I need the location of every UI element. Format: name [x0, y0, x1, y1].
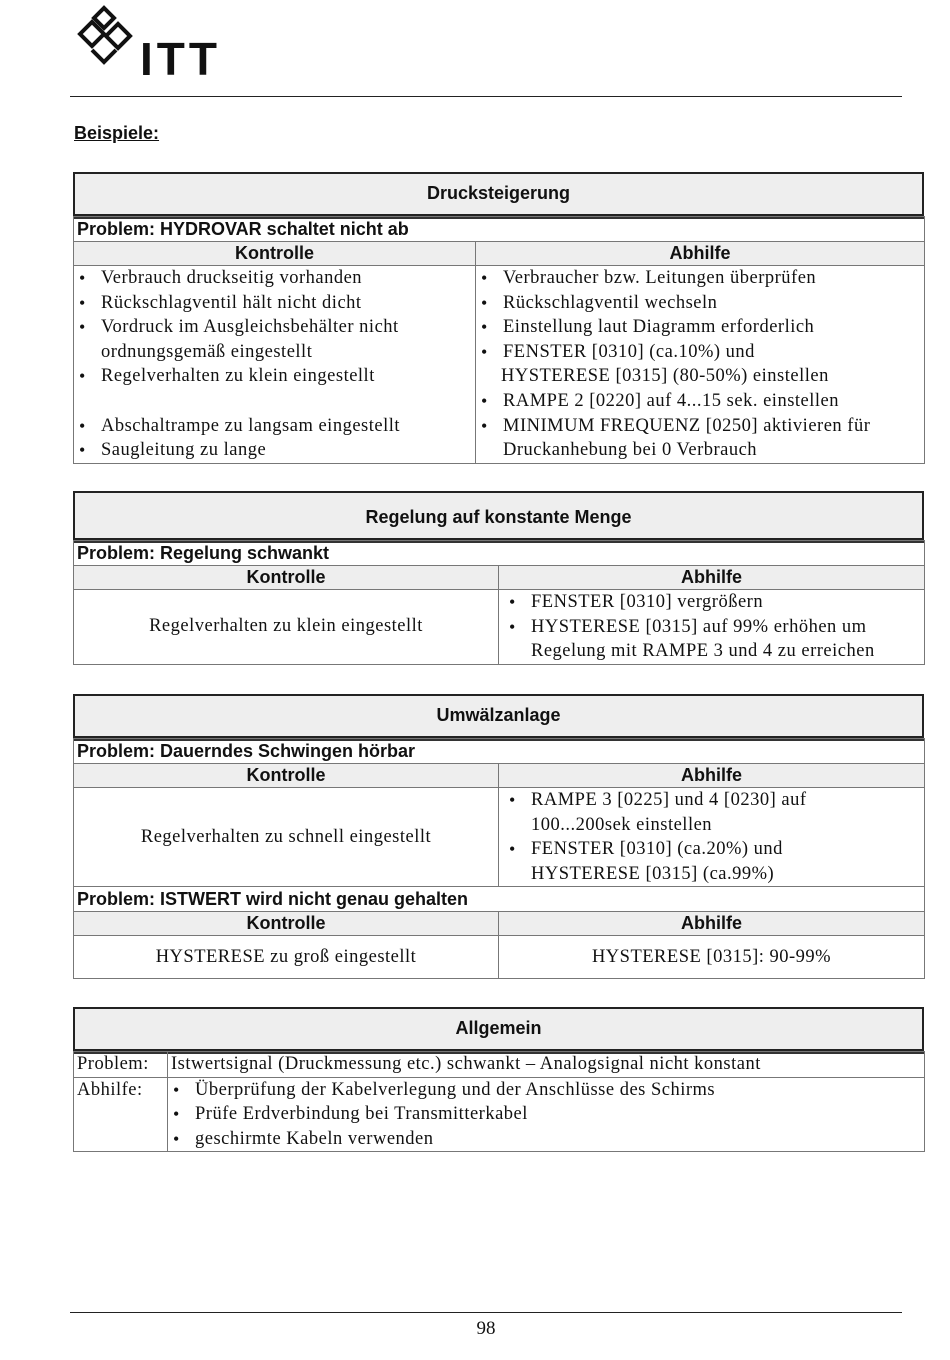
list-item: • Verbraucher bzw. Leitungen überprüfen [479, 266, 921, 291]
section-konstante-menge [73, 491, 924, 665]
problem-row: Problem: HYDROVAR schaltet nicht ab [74, 217, 925, 242]
kontrolle-header: Kontrolle [74, 242, 476, 266]
general-table [73, 1051, 925, 1152]
list-item: • Prüfe Erdverbindung bei Transmitterkabel [171, 1102, 921, 1127]
list-item: • Vordruck im Ausgleichsbehälter nicht [77, 315, 472, 340]
section-title: Allgemein [73, 1007, 924, 1051]
list-item: • RAMPE 3 [0225] und 4 [0230] auf [507, 788, 921, 813]
abhilfe-header: Abhilfe [499, 566, 925, 590]
abhilfe-header: Abhilfe [499, 912, 925, 936]
list-item-continuation: HYSTERESE [0315] (ca.99%) [531, 863, 775, 884]
section-title: Umwälzanlage [73, 694, 924, 738]
list-item: • Saugleitung zu lange [77, 438, 472, 463]
list-item: • FENSTER [0310] (ca.20%) und [507, 837, 921, 862]
header-divider [70, 96, 902, 97]
list-item: • Regelverhalten zu klein eingestellt [77, 364, 472, 389]
list-item: • Abschaltrampe zu langsam eingestellt [77, 414, 472, 439]
list-item: • RAMPE 2 [0220] auf 4...15 sek. einstellen [479, 389, 921, 414]
list-item: • HYSTERESE [0315] auf 99% erhöhen um [507, 615, 921, 640]
section-title: Drucksteigerung [73, 172, 924, 216]
section-allgemein [73, 1007, 924, 1152]
examples-heading: Beispiele: [74, 123, 160, 143]
abhilfe-cell [476, 266, 925, 464]
footer-divider [70, 1312, 902, 1313]
list-item: • FENSTER [0310] vergrößern [507, 590, 921, 615]
abhilfe-cell [168, 1077, 925, 1152]
list-item: • MINIMUM FREQUENZ [0250] aktivieren für [479, 414, 921, 439]
list-item: • FENSTER [0310] (ca.10%) und [479, 340, 921, 365]
problem-text: Istwertsignal (Druckmessung etc.) schwankt – Analogsignal nicht konstant [168, 1052, 925, 1078]
section-umwaelzanlage [73, 694, 924, 979]
kontrolle-cell: Regelverhalten zu klein eingestellt [74, 590, 499, 665]
troubleshooting-table [73, 540, 925, 665]
abhilfe-cell [499, 788, 925, 887]
list-item: • Verbrauch druckseitig vorhanden [77, 266, 472, 291]
abhilfe-label: Abhilfe: [74, 1077, 168, 1152]
troubleshooting-table [73, 738, 925, 979]
list-item: • geschirmte Kabeln verwenden [171, 1127, 921, 1152]
abhilfe-cell: HYSTERESE [0315]: 90-99% [499, 936, 925, 979]
list-item: • Einstellung laut Diagramm erforderlich [479, 315, 921, 340]
list-item-continuation: ordnungsgemäß eingestellt [101, 341, 313, 362]
kontrolle-cell: Regelverhalten zu schnell eingestellt [74, 788, 499, 887]
list-item-continuation: 100...200sek einstellen [531, 814, 713, 835]
list-item: • Rückschlagventil wechseln [479, 291, 921, 316]
kontrolle-header: Kontrolle [74, 764, 499, 788]
list-item-continuation: HYSTERESE [0315] (80-50%) einstellen [501, 366, 829, 387]
problem-label: Problem: [74, 1052, 168, 1078]
kontrolle-header: Kontrolle [74, 912, 499, 936]
list-item: • Rückschlagventil hält nicht dicht [77, 291, 472, 316]
abhilfe-header: Abhilfe [499, 764, 925, 788]
kontrolle-cell: HYSTERESE zu groß eingestellt [74, 936, 499, 979]
abhilfe-header: Abhilfe [476, 242, 925, 266]
problem-row: Problem: ISTWERT wird nicht genau gehalten [74, 887, 925, 912]
list-spacer [77, 389, 472, 414]
troubleshooting-table [73, 216, 925, 464]
section-drucksteigerung [73, 172, 924, 464]
problem-row: Problem: Dauerndes Schwingen hörbar [74, 739, 925, 764]
list-item: • Überprüfung der Kabelverlegung und der Anschlüsse des Schirms [171, 1078, 921, 1103]
problem-row: Problem: Regelung schwankt [74, 541, 925, 566]
page-number: 98 [476, 1318, 496, 1339]
list-item-continuation: Druckanhebung bei 0 Verbrauch [503, 440, 758, 461]
logo-text: ITT [140, 33, 221, 85]
section-title: Regelung auf konstante Menge [73, 491, 924, 540]
kontrolle-cell [74, 266, 476, 464]
list-item-continuation: Regelung mit RAMPE 3 und 4 zu erreichen [531, 641, 875, 662]
kontrolle-header: Kontrolle [74, 566, 499, 590]
abhilfe-cell [499, 590, 925, 665]
